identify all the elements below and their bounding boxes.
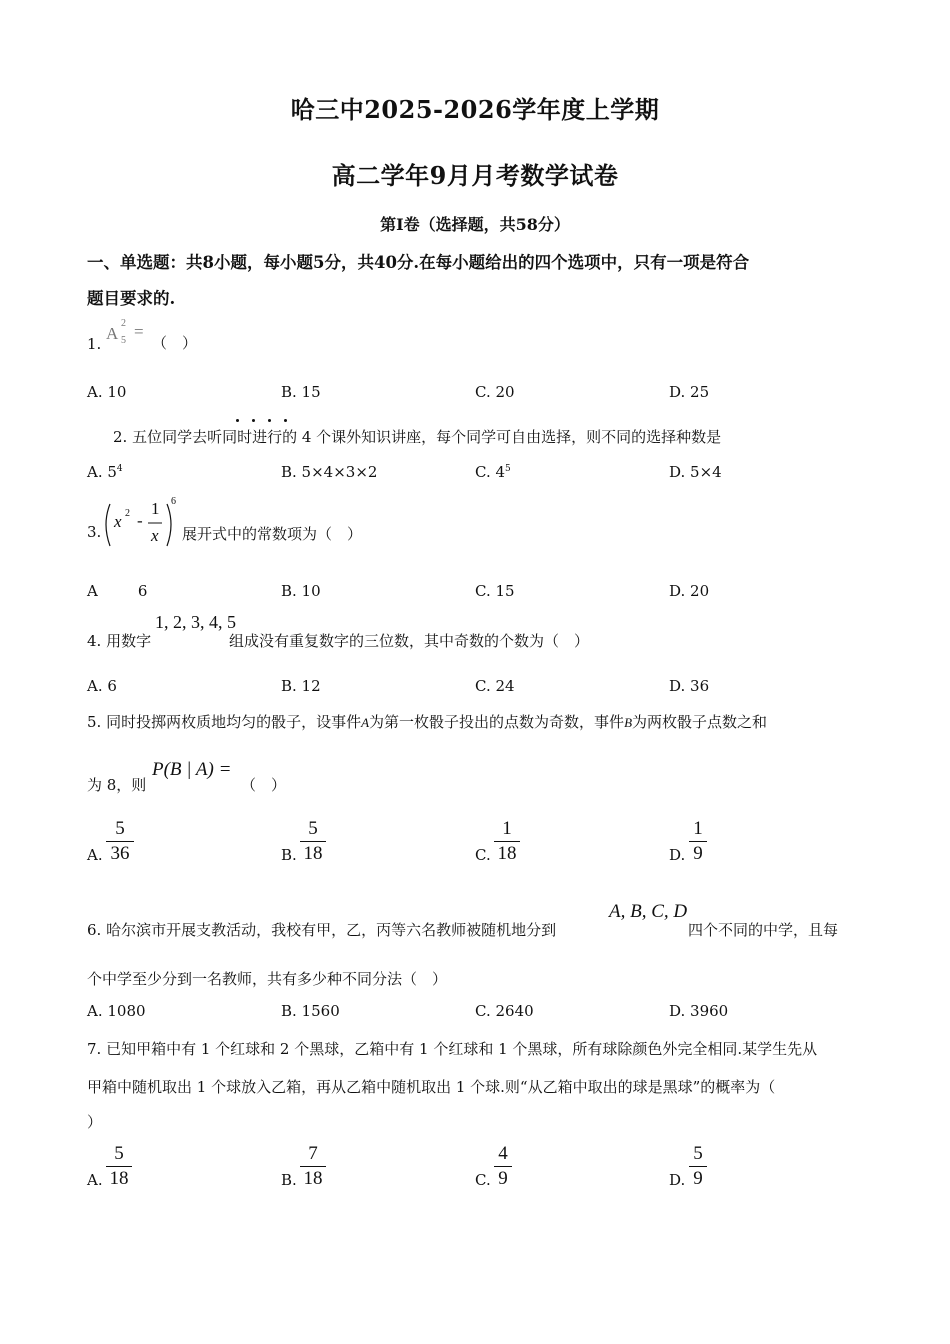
fraction-numerator: 1 — [151, 499, 160, 518]
denominator: 9 — [693, 843, 703, 864]
question-7-option-c-fraction — [494, 1143, 512, 1190]
question-7-line1: 7. 已知甲箱中有 1 个红球和 2 个黑球，乙箱中有 1 个红球和 1 个黑球，所有球除颜色外完全相同.某学生先从 — [87, 1040, 818, 1058]
question-2-option-d[interactable]: D. 5×4 — [669, 463, 722, 481]
minus-sign: - — [137, 511, 143, 530]
question-4-prefix: 4. 用数字 — [87, 632, 152, 650]
permutation-sub: 5 — [121, 335, 126, 346]
emphasis-dot — [268, 419, 271, 422]
question-7-option-d-fraction — [689, 1143, 707, 1190]
question-6-option-c[interactable]: C. 2640 — [475, 1002, 534, 1020]
variable-x: x — [114, 512, 122, 531]
numerator: 5 — [693, 1143, 703, 1164]
question-4-option-d[interactable]: D. 36 — [669, 677, 710, 695]
denominator: 18 — [109, 1168, 129, 1189]
question-2-option-a[interactable] — [87, 463, 123, 481]
question-1-number: 1. — [87, 335, 102, 353]
fraction-denominator: x — [151, 526, 159, 545]
question-5-paren: （ ） — [241, 776, 287, 794]
permutation-symbol: A — [106, 324, 119, 343]
question-4-suffix: 组成没有重复数字的三位数，其中奇数的个数为（ ） — [229, 632, 590, 650]
emphasis-dot — [284, 419, 287, 422]
question-5-line2-prefix: 为 8，则 — [87, 776, 147, 794]
question-2-text: 2. 五位同学去听同时进行的 4 个课外知识讲座，每个同学可自由选择，则不同的选择种数是 — [113, 428, 722, 446]
exam-title-line2: 高二学年9月月考数学试卷 — [331, 161, 619, 190]
option-a-text: A. 5 — [87, 463, 117, 481]
denominator: 9 — [693, 1168, 703, 1189]
denominator: 18 — [303, 843, 323, 864]
question-5-option-c-fraction — [494, 818, 520, 865]
question-5-line1 — [87, 711, 767, 732]
question-6-option-a[interactable]: A. 1080 — [87, 1002, 146, 1020]
question-6-suffix: 四个不同的中学，且每 — [688, 921, 839, 939]
question-7-line3: ） — [87, 1113, 103, 1131]
question-7-line2: 甲箱中随机取出 1 个球放入乙箱，再从乙箱中随机取出 1 个球.则“从乙箱中取出的球是黑球”的概率为（ — [87, 1078, 776, 1096]
question-3-number: 3. — [87, 523, 102, 541]
question-1-option-b[interactable]: B. 15 — [281, 383, 321, 401]
numerator: 5 — [308, 818, 318, 839]
numerator: 4 — [498, 1143, 508, 1164]
option-a-label: A — [87, 582, 98, 600]
school-labels: A, B, C, D — [609, 901, 688, 922]
question-4-option-b[interactable]: B. 12 — [281, 677, 321, 695]
question-7-option-a[interactable]: A. — [87, 1171, 103, 1189]
denominator: 18 — [497, 843, 517, 864]
event-b: B — [624, 715, 633, 730]
question-3-option-d[interactable]: D. 20 — [669, 582, 710, 600]
question-6-line2: 个中学至少分到一名教师，共有多少种不同分法（ ） — [87, 970, 448, 988]
option-c-exponent: 5 — [505, 464, 511, 474]
question-3-option-b[interactable]: B. 10 — [281, 582, 321, 600]
denominator: 9 — [498, 1168, 508, 1189]
event-a: A — [361, 715, 370, 730]
denominator: 18 — [303, 1168, 323, 1189]
question-3-expression — [101, 496, 181, 552]
question-3-text: 展开式中的常数项为（ ） — [182, 525, 363, 543]
question-5-part1: 5. 同时投掷两枚质地均匀的骰子，设事件 — [87, 713, 362, 731]
option-c-text: C. 4 — [475, 463, 506, 481]
section-heading-line2: 题目要求的. — [87, 289, 176, 308]
question-6-option-d[interactable]: D. 3960 — [669, 1002, 729, 1020]
numerator: 1 — [502, 818, 512, 839]
question-7-option-b-fraction — [300, 1143, 326, 1190]
section-heading-line1: 一、单选题：共8小题，每小题5分，共40分.在每小题给出的四个选项中，只有一项是符合 — [87, 253, 750, 272]
x-exponent: 2 — [125, 508, 130, 519]
equals-sign: = — [134, 322, 144, 341]
question-7-option-a-fraction — [106, 1143, 132, 1190]
option-a-value: 6 — [137, 582, 148, 600]
question-5-part2: 为第一枚骰子投出的点数为奇数，事件 — [369, 713, 625, 731]
question-7-option-d[interactable]: D. — [669, 1171, 686, 1189]
numerator: 1 — [693, 818, 703, 839]
emphasis-dot — [236, 419, 239, 422]
question-1-option-c[interactable]: C. 20 — [475, 383, 515, 401]
outer-exponent: 6 — [171, 496, 176, 507]
exam-title-line1: 哈三中2025-2026学年度上学期 — [290, 95, 660, 124]
question-5-option-d-fraction — [689, 818, 707, 865]
question-5-option-a[interactable]: A. — [87, 846, 103, 864]
question-2-option-c[interactable] — [475, 463, 511, 481]
question-4-option-a[interactable]: A. 6 — [87, 677, 117, 695]
question-6-option-b[interactable]: B. 1560 — [281, 1002, 340, 1020]
part-heading: 第I卷（选择题，共58分） — [380, 215, 570, 234]
permutation-sup: 2 — [121, 318, 126, 329]
question-5-option-d[interactable]: D. — [669, 846, 686, 864]
emphasis-dot — [252, 419, 255, 422]
denominator: 36 — [110, 843, 130, 864]
question-4-digits: 1, 2, 3, 4, 5 — [155, 612, 236, 632]
question-6-prefix: 6. 哈尔滨市开展支教活动，我校有甲，乙，丙等六名教师被随机地分到 — [87, 921, 557, 939]
numerator: 5 — [115, 818, 125, 839]
question-5-option-c[interactable]: C. — [475, 846, 491, 864]
question-5-option-b[interactable]: B. — [281, 846, 297, 864]
numerator: 7 — [308, 1143, 318, 1164]
question-7-option-c[interactable]: C. — [475, 1171, 491, 1189]
question-5-part3: 为两枚骰子点数之和 — [632, 713, 768, 731]
question-1-option-a[interactable]: A. 10 — [87, 383, 127, 401]
question-2-option-b[interactable]: B. 5×4×3×2 — [281, 463, 378, 481]
conditional-probability: P(B | A) = — [152, 759, 232, 780]
question-1-paren: （ ） — [152, 334, 198, 352]
option-a-exponent: 4 — [116, 464, 123, 474]
question-4-option-c[interactable]: C. 24 — [475, 677, 515, 695]
question-3-option-a[interactable] — [87, 582, 147, 600]
question-1-option-d[interactable]: D. 25 — [669, 383, 710, 401]
question-7-option-b[interactable]: B. — [281, 1171, 297, 1189]
question-5-option-b-fraction — [300, 818, 326, 865]
question-5-option-a-fraction — [106, 818, 134, 865]
question-3-option-c[interactable]: C. 15 — [475, 582, 515, 600]
numerator: 5 — [114, 1143, 124, 1164]
